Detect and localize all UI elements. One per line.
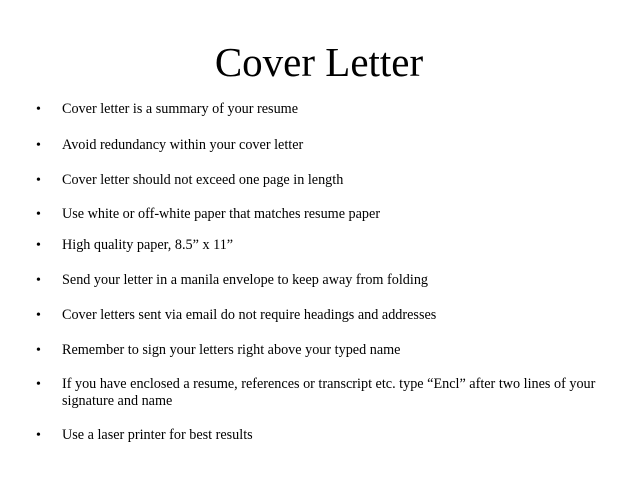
bullet-text: Remember to sign your letters right above your typed name [62, 342, 401, 358]
bullet-marker: • [36, 173, 41, 188]
bullet-text: Avoid redundancy within your cover letter [62, 137, 304, 153]
bullet-text: Cover letter should not exceed one page in length [62, 172, 344, 188]
bullet-text: Use white or off-white paper that matches resume paper [62, 206, 381, 222]
bullet-marker: • [36, 377, 41, 392]
bullet-text: High quality paper, 8.5” x 11” [62, 237, 234, 253]
bullet-text: Use a laser printer for best results [62, 427, 253, 443]
bullet-marker: • [36, 138, 41, 153]
bullet-text: Cover letters sent via email do not require headings and addresses [62, 307, 437, 323]
bullet-text: Send your letter in a manila envelope to keep away from folding [62, 272, 429, 288]
bullet-marker: • [36, 102, 41, 117]
bullet-marker: • [36, 238, 41, 253]
bullet-text: Cover letter is a summary of your resume [62, 101, 298, 117]
slide-title: Cover Letter [214, 39, 424, 85]
bullet-text: If you have enclosed a resume, references or transcript etc. type “Encl” after two lines of your signature and name [62, 376, 596, 409]
bullet-marker: • [36, 308, 41, 323]
bullet-marker: • [36, 207, 41, 222]
bullet-marker: • [36, 428, 41, 443]
bullet-marker: • [36, 343, 41, 358]
bullet-marker: • [36, 273, 41, 288]
